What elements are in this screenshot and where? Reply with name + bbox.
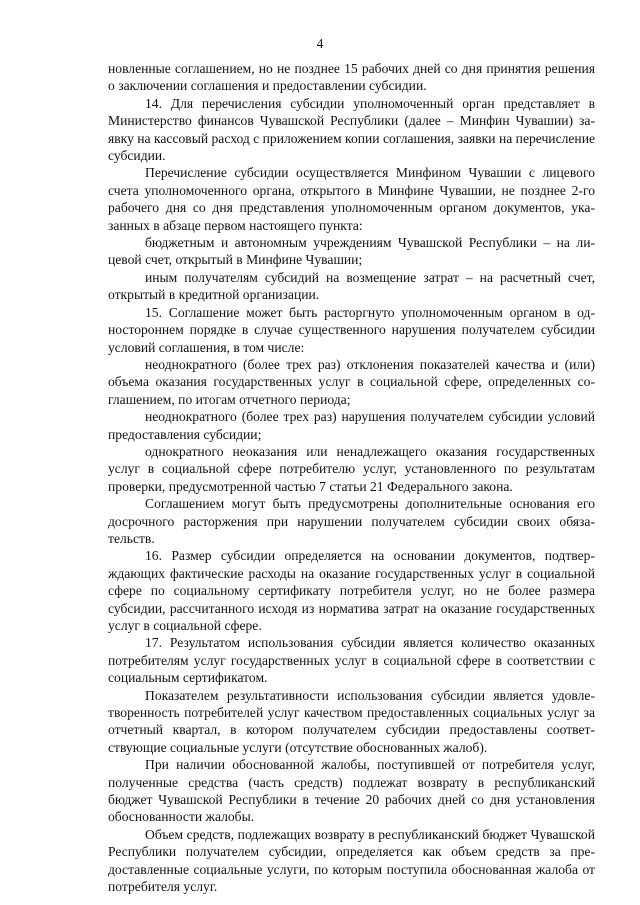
paragraph-continuation: новленные соглашением, но не позднее 15 рабочих дней со дня принятия решения о заключении соглашения и предоставлении субсидии. bbox=[108, 61, 595, 94]
paragraph-transfer-procedure: Перечисление субсидии осуществляется Минфином Чувашии с лицевого счета уполномоченного органа, открытого в Минфине Чувашии, не позднее 2-го рабочего дня со дня представления уполномоченным органом документов, указанных в абзаце первом настоящего пункта: bbox=[108, 165, 595, 233]
paragraph-clause-16: 16. Размер субсидии определяется на основании документов, подтверждающих фактические расходы на оказание государственных услуг в социальной сфере по социальному сертификату потребителя услуг, но не более размера субсидии, рассчитанного исходя из норматива затрат на оказание государственных услуг в социальной сфере. bbox=[108, 548, 595, 633]
paragraph-single-non-provision: однократного неоказания или ненадлежащего оказания государственных услуг в социальной сфере потребителю услуг, установленного по результатам проверки, предусмотренной частью 7 статьи 21 Федерального закона. bbox=[108, 443, 595, 494]
paragraph-deviation-indicators: неоднократного (более трех раз) отклонения показателей качества и (или) объема оказания государственных услуг в социальной сфере, определенных соглашением, по итогам отчетного периода; bbox=[108, 356, 595, 407]
document-body bbox=[108, 60, 595, 896]
page-number: 4 bbox=[316, 36, 324, 51]
paragraph-performance-indicator: Показателем результативности использования субсидии является удовлетворенность потребителей услуг качеством предоставленных социальных услуг за отчетный квартал, в котором получателем субсидии предоставлены соответствующие социальные услуги (отсутствие обоснованных жалоб). bbox=[108, 687, 595, 755]
paragraph-clause-15: 15. Соглашение может быть расторгнуто уполномоченным органом в одностороннем порядке в случае существенного нарушения получателем субсидии условий соглашения, в том числе: bbox=[108, 304, 595, 355]
paragraph-clause-17: 17. Результатом использования субсидии является количество оказанных потребителям услуг государственных услуг в социальной сфере в соответствии с социальным сертификатом. bbox=[108, 635, 595, 686]
paragraph-additional-grounds: Соглашением могут быть предусмотрены дополнительные основания его досрочного расторжения при нарушении получателем субсидии своих обязательств. bbox=[108, 496, 595, 546]
paragraph-budget-institutions: бюджетным и автономным учреждениям Чувашской Республики – на лицевой счет, открытый в Минфине Чувашии; bbox=[108, 235, 595, 268]
paragraph-violation-conditions: неоднократного (более трех раз) нарушения получателем субсидии условий предоставления субсидии; bbox=[108, 409, 595, 442]
paragraph-clause-14: 14. Для перечисления субсидии уполномоченный орган представляет в Министерство финансов Чувашской Республики (далее – Минфин Чувашии) заявку на кассовый расход с приложением копии соглашения, заявки на перечисление субсидии. bbox=[108, 95, 596, 164]
paragraph-refund-volume: Объем средств, подлежащих возврату в республиканский бюджет Чувашской Республики получателем субсидии, определяется как объем средств за предоставленные социальные услуги, по которым поступила обоснованная жалоба от потребителя услуг. bbox=[108, 826, 595, 895]
paragraph-complaint-refund: При наличии обоснованной жалобы, поступившей от потребителя услуг, полученные средства (часть средств) подлежат возврату в республиканский бюджет Чувашской Республики в течение 20 рабочих дней со дня установления обоснованности жалобы. bbox=[108, 757, 595, 825]
paragraph-other-recipients: иным получателям субсидий на возмещение затрат – на расчетный счет, открытый в кредитной организации. bbox=[108, 269, 595, 303]
